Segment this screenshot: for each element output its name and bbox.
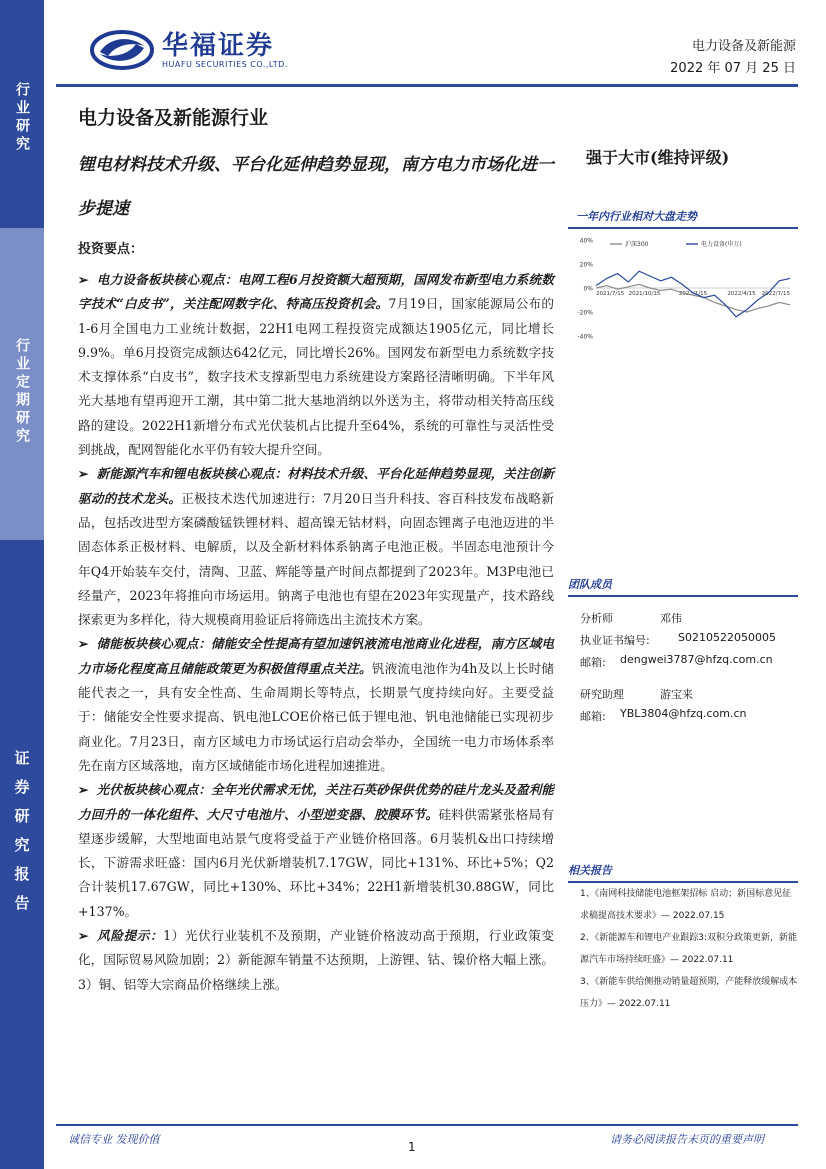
y-tick-label: 40% xyxy=(579,237,593,245)
point-heading: 风险提示： xyxy=(96,928,164,944)
chart-svg xyxy=(568,232,800,344)
sector-title: 电力设备及新能源行业 xyxy=(78,107,269,129)
point-heading: 光伏板块核心观点：全年光伏需求无忧，关注石英砂保供优势的硅片龙头及盈利能力回升的一体化组件、大尺寸电池片、小型逆变器、胶膜环节。 xyxy=(78,782,554,822)
bullet-icon: ➢ xyxy=(78,466,89,482)
header-date: 2022 年 07 月 25 日 xyxy=(670,61,796,76)
analyst-role: 分析师 xyxy=(580,612,613,625)
sidebar-block-securities-report xyxy=(0,540,44,1169)
point-text: 7月19日，国家能源局公布的1-6月全国电力工业统计数据，22H1电网工程投资完成额达1905亿元，同比增长9.9%。单6月投资完成额达642亿元，同比增长26%。国网发布新型电力系统数字技术支撑体系“白皮书”，数字技术支撑新型电力系统建设方案路径清晰明确。下半年风光大基地有望再迎开工潮，其中第二批大基地消纳以外送为主，将带动相关特高压线路的建设。2022H1新增分布式光伏装机占比提升至64%，系统的可靠性与灵活性受到挑战，配网智能化水平仍有较大提升空间。 xyxy=(78,296,554,458)
header-info xyxy=(670,36,796,80)
related-report-item[interactable]: 2、《新能源车和锂电产业跟踪3:双积分政策更新，新能源汽车市场持续旺盛》— 2022.07.11 xyxy=(580,933,797,965)
point-text: 硅料供需紧张格局有望逐步缓解，大型地面电站景气度将受益于产业链价格回落。6月装机&出口持续增长，下游需求旺盛：国内6月光伏新增装机7.17GW，同比+131%、环比+5%；Q2合计装机17.67GW，同比+130%、环比+34%；22H1新增装机30.88GW，同比+137%。 xyxy=(78,806,555,919)
point-power-equipment xyxy=(78,268,554,462)
point-text: 1）光伏行业装机不及预期，产业链价格波动高于预期，行业政策变化，国际贸易风险加剧；2）新能源车销量不达预期，上游锂、钴、镍价格大幅上涨。3）铜、铝等大宗商品价格继续上涨。 xyxy=(78,928,554,992)
x-tick-label: 2021/10/15 xyxy=(628,291,661,297)
bullet-icon: ➢ xyxy=(78,782,89,798)
footer-divider xyxy=(56,1124,798,1126)
logo-chinese-name: 华福证券 xyxy=(162,30,275,61)
related-reports-list xyxy=(580,883,800,1015)
x-tick-label: 2021/7/15 xyxy=(596,291,625,297)
assistant-role: 研究助理 xyxy=(580,688,624,701)
sidebar-label: 证券研究报告 xyxy=(12,750,31,924)
point-ev-battery xyxy=(78,462,554,632)
assistant-name: 游宝来 xyxy=(660,688,693,701)
sidebar-block-industry-research xyxy=(0,0,44,228)
x-tick-label: 2022/7/15 xyxy=(761,291,790,297)
assistant-email[interactable]: YBL3804@hfzq.com.cn xyxy=(620,707,747,720)
analyst-email[interactable]: dengwei3787@hfzq.com.cn xyxy=(620,653,773,666)
sidebar-label: 行业研究 xyxy=(14,82,30,154)
point-risk xyxy=(78,924,554,997)
related-report-item[interactable]: 3、《新能车供给侧推动销量超预期，产能释放缓解成本压力》— 2022.07.11 xyxy=(580,977,798,1009)
y-tick-label: -40% xyxy=(577,333,593,341)
point-text: 钒液流电池作为4h及以上长时储能代表之一，具有安全性高、生命周期长等特点，长期景气度持续向好。主要受益于：储能安全性要求提高、钒电池LCOE价格已低于锂电池、钒电池储能已实现初步商业化。7月23日，南方区域电力市场试运行启动会举办，全国统一电力市场体系率先在南方区域落地，南方区域储能市场化进程加速推进。 xyxy=(78,660,555,773)
logo-swirl-icon xyxy=(90,30,154,70)
legend-label: 沪深300 xyxy=(625,241,649,248)
report-body xyxy=(78,268,554,997)
x-tick-label: 2022/4/15 xyxy=(727,291,756,297)
license-label: 执业证书编号: xyxy=(580,634,650,647)
email-label: 邮箱: xyxy=(580,710,606,723)
report-title: 锂电材料技术升级、平台化延伸趋势显现，南方电力市场化进一步提速 xyxy=(78,155,554,219)
company-logo xyxy=(90,30,288,70)
y-tick-label: -20% xyxy=(577,309,593,317)
relative-performance-chart xyxy=(568,232,800,344)
point-heading: 新能源汽车和锂电板块核心观点：材料技术升级、平台化延伸趋势显现，关注创新驱动的技术龙头。 xyxy=(78,466,554,506)
analyst-name: 邓伟 xyxy=(660,612,682,625)
point-energy-storage xyxy=(78,632,554,778)
point-heading: 电力设备板块核心观点：电网工程6月投资额大超预期，国网发布新型电力系统数字技术“白皮书”，关注配网数字化、特高压投资机会。 xyxy=(78,272,554,312)
related-reports-heading: 相关报告 xyxy=(568,862,798,883)
header-sector: 电力设备及新能源 xyxy=(691,39,796,54)
footer-disclaimer: 请务必阅读报告末页的重要声明 xyxy=(610,1133,764,1146)
team-heading: 团队成员 xyxy=(568,576,798,597)
x-tick-label: 2022/1/15 xyxy=(678,291,708,297)
point-text: 正极技术迭代加速进行：7月20日当升科技、容百科技发布战略新品，包括改进型方案磷酸锰铁锂材料、超高镍无钴材料，向固态锂离子电池迈进的半固态体系正极材料、电解质，以及全新材料体系钠离子电池正极。半固态电池预计今年Q4开始装车交付，清陶、卫蓝、辉能等量产时间点都提到了2023年。M3P电池已经量产，2023年将推向市场运用。钠离子电池也有望在2023年实现量产，技术路线探索更为多样化，待大规模商用验证后将筛选出主流技术方案。 xyxy=(78,490,554,628)
left-sidebar xyxy=(0,0,44,1169)
license-value: S0210522050005 xyxy=(678,631,776,644)
page-number: 1 xyxy=(408,1140,416,1154)
rating-badge: 强于大市(维持评级) xyxy=(586,148,730,167)
chart-heading: 一年内行业相对大盘走势 xyxy=(568,208,798,229)
section-heading: 投资要点： xyxy=(78,242,144,257)
point-photovoltaic xyxy=(78,778,554,924)
y-tick-label: 20% xyxy=(579,261,593,269)
footer-slogan: 诚信专业 发现价值 xyxy=(68,1133,160,1146)
logo-english-name: HUAFU SECURITIES CO.,LTD. xyxy=(162,59,288,69)
y-tick-label: 0% xyxy=(583,285,593,293)
legend-label: 电力设备(申万) xyxy=(701,241,742,248)
email-label: 邮箱: xyxy=(580,656,606,669)
header-divider xyxy=(56,84,798,87)
sidebar-label: 行业定期研究 xyxy=(14,338,30,446)
point-heading: 储能板块核心观点：储能安全性提高有望加速钒液流电池商业化进程，南方区域电力市场化程度高且储能政策更为积极值得重点关注。 xyxy=(78,636,554,676)
bullet-icon: ➢ xyxy=(78,636,89,652)
bullet-icon: ➢ xyxy=(78,272,89,287)
sidebar-block-periodic-research xyxy=(0,228,44,540)
bullet-icon: ➢ xyxy=(78,928,89,944)
related-report-item[interactable]: 1、《南网科技储能电池框架招标 启动；新国标意见征求稿提高技术要求》— 2022.07.15 xyxy=(580,889,792,921)
